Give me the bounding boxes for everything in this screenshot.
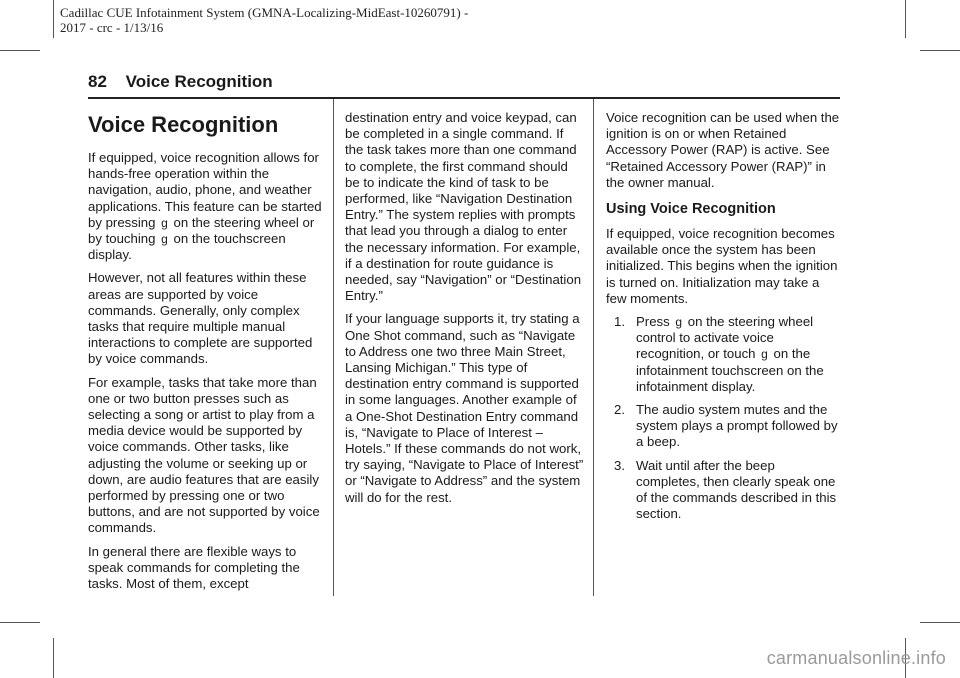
voice-recognition-icon: ɡ (161, 215, 168, 230)
voice-recognition-icon: ɡ (675, 315, 683, 330)
column-1 (88, 110, 324, 599)
crop-mark (53, 638, 54, 678)
paragraph: However, not all features within these areas are supported by voice commands. Generally, only complex tasks that require multiple manual interactions to complete are supported by voice commands. (88, 270, 313, 367)
step-number: 2. (614, 402, 625, 418)
steps-list (606, 314, 842, 522)
paragraph: destination entry and voice keypad, can be completed in a single command. If the task takes more than one command to complete, the first command should be to indicate the kind of task to be performed, like “Navigation Destination Entry.” The system replies with prompts that lead you through a dialog to enter the necessary information. For example, if a destination for route guidance is needed, say “Navigation” or “Destination Entry.” (345, 110, 582, 304)
step-text: Wait until after the beep completes, then clearly speak one of the commands described in this section. (636, 457, 837, 522)
voice-recognition-icon: ɡ (761, 347, 768, 362)
list-item (606, 402, 842, 451)
paragraph: Voice recognition can be used when the ignition is on or when Retained Accessory Power (RAP) is active. See “Retained Accessory Power (RAP)” in the owner manual. (606, 110, 840, 190)
header-line-1: Cadillac CUE Infotainment System (GMNA-Localizing-MidEast-10260791) - (60, 5, 469, 20)
paragraph-text: on the touchscreen display. (88, 231, 286, 263)
list-item (606, 314, 842, 395)
document-header (60, 5, 468, 35)
crop-mark (905, 0, 906, 38)
paragraph (88, 150, 324, 263)
crop-mark (920, 50, 960, 51)
paragraph-text: If equipped, voice recognition allows for hands-free operation within the navigation, audio, phone, and weather applications. This feature can be started by pressing (88, 150, 322, 230)
voice-recognition-icon: ɡ (161, 232, 168, 247)
running-head (88, 72, 273, 92)
column-divider (593, 99, 594, 596)
header-line-2: 2017 - crc - 1/13/16 (60, 20, 164, 35)
paragraph: If your language supports it, try stating a One Shot command, such as “Navigate to Address one two three Main Street, Lansing Michigan.” This type of destination entry command is supported in some languages. Another example of a One-Shot Destination Entry command is, “Navigate to Place of Interest – Hotels.” If these commands do not work, try saying, “Navigate to Place of Interest” or “Navigate to Address” and the system will do for the rest. (345, 311, 584, 505)
step-text: Press (636, 314, 670, 330)
crop-mark (0, 50, 40, 51)
crop-mark (920, 622, 960, 623)
paragraph: In general there are flexible ways to speak commands for completing the tasks. Most of them, except (88, 543, 300, 592)
subheading: Using Voice Recognition (606, 201, 776, 218)
page-number: 82 (88, 72, 107, 91)
paragraph-text: on the steering wheel or by touching (88, 214, 315, 247)
section-title: Voice Recognition (125, 72, 273, 91)
crop-mark (0, 622, 40, 623)
watermark: carmanualsonline.info (766, 648, 946, 668)
page-title: Voice Recognition (88, 112, 279, 137)
step-text: on the infotainment touchscreen on the infotainment display. (636, 346, 824, 394)
paragraph: For example, tasks that take more than one or two button presses such as selecting a song or artist to play from a media device would be supported by voice commands. Other tasks, like adjusting the volume or seeking up or down, are audio features that are easily performed by pressing one or two buttons, and are not supported by voice commands. (88, 374, 320, 536)
column-2 (345, 110, 585, 513)
step-number: 3. (614, 457, 625, 473)
header-rule (88, 97, 840, 99)
list-item (606, 458, 842, 523)
paragraph: If equipped, voice recognition becomes available once the system has been initialized. This begins when the ignition is turned on. Initialization may take a few moments. (606, 226, 838, 306)
step-text: The audio system mutes and the system plays a prompt followed by a beep. (636, 402, 838, 450)
column-3 (606, 110, 842, 529)
step-number: 1. (614, 314, 625, 330)
crop-mark (53, 0, 54, 38)
step-text: on the steering wheel control to activate voice recognition, or touch (636, 314, 814, 362)
column-divider (333, 99, 334, 596)
